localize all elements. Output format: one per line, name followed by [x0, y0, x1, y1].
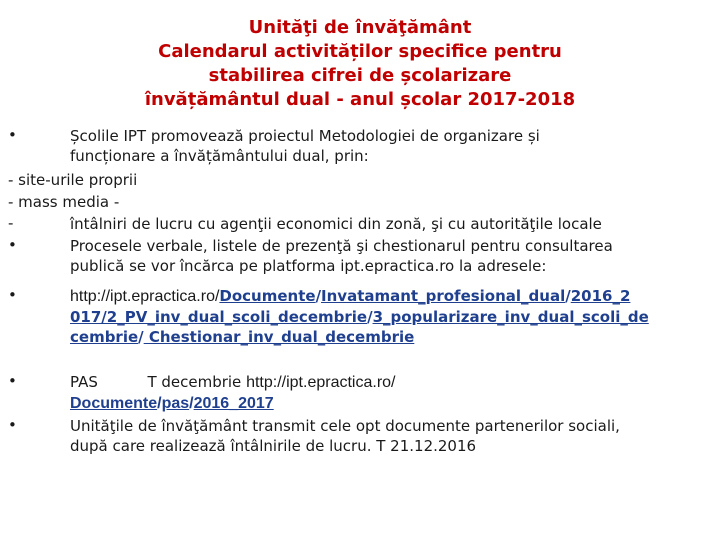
item-text: Școlile IPT promovează proiectul Metodologiei de organizare și	[70, 127, 540, 145]
item-text: - mass media -	[8, 193, 120, 211]
bullet-marker: •	[8, 416, 17, 434]
link-2016-2017-part1[interactable]: 2016_2	[570, 287, 631, 305]
link-pv-inv-dual[interactable]: 017/2_PV_inv_dual_scoli_decembrie	[70, 308, 368, 326]
link-popularizare[interactable]: 3_popularizare_inv_dual_scoli_de	[372, 308, 649, 326]
url-prefix: http://ipt.epractica.ro/	[70, 288, 220, 305]
item-text: funcționare a învățământului dual, prin:	[70, 147, 369, 165]
item-text: întâlniri de lucru cu agenţii economici din zonă, şi cu autorităţile locale	[70, 215, 602, 233]
path-separator: /	[565, 287, 571, 305]
title-line-4: învățământul dual - anul școlar 2017-2018	[144, 89, 576, 110]
item-text: Procesele verbale, listele de prezenţă şi chestionarul pentru consultarea	[70, 237, 613, 255]
link-2016-2017[interactable]: 2016_2017	[193, 395, 274, 412]
link-documente[interactable]: Documente	[219, 287, 316, 305]
bullet-marker: •	[8, 372, 17, 390]
item-text: - site-urile proprii	[8, 171, 138, 189]
dash-marker: -	[8, 214, 14, 232]
path-separator: /	[157, 395, 162, 412]
link-documente[interactable]: Documente	[70, 395, 158, 412]
path-separator: /	[138, 328, 144, 346]
title-line-3: stabilirea cifrei de școlarizare	[208, 65, 512, 86]
bullet-marker: •	[8, 236, 17, 254]
link-chestionar[interactable]: Chestionar_inv_dual_decembrie	[143, 328, 415, 346]
page-title	[0, 16, 720, 112]
path-separator: /	[367, 308, 373, 326]
bullet-marker: •	[8, 126, 17, 144]
bullet-marker: •	[8, 286, 17, 304]
path-separator: /	[315, 287, 322, 305]
item-text: publică se vor încărca pe platforma ipt.epractica.ro la adresele:	[70, 257, 547, 275]
title-line-2: Calendarul activităților specifice pentru	[158, 41, 562, 62]
item-text: după care realizează întâlnirile de lucru. T 21.12.2016	[70, 437, 477, 455]
url-prefix: http://ipt.epractica.ro/	[246, 374, 396, 391]
item-text: Unităţile de învăţământ transmit cele opt documente partenerilor sociali,	[70, 417, 620, 435]
pas-label: PAS	[70, 373, 98, 391]
title-line-1: Unităţi de învăţământ	[248, 17, 472, 38]
deadline-term: T decembrie	[147, 373, 242, 391]
link-invatamant-profesional-dual[interactable]: Invatamant_profesional_dual	[321, 287, 566, 305]
path-separator: /	[189, 395, 194, 412]
link-popularizare-cont[interactable]: cembrie	[70, 328, 139, 346]
link-pas[interactable]: pas	[161, 395, 190, 412]
